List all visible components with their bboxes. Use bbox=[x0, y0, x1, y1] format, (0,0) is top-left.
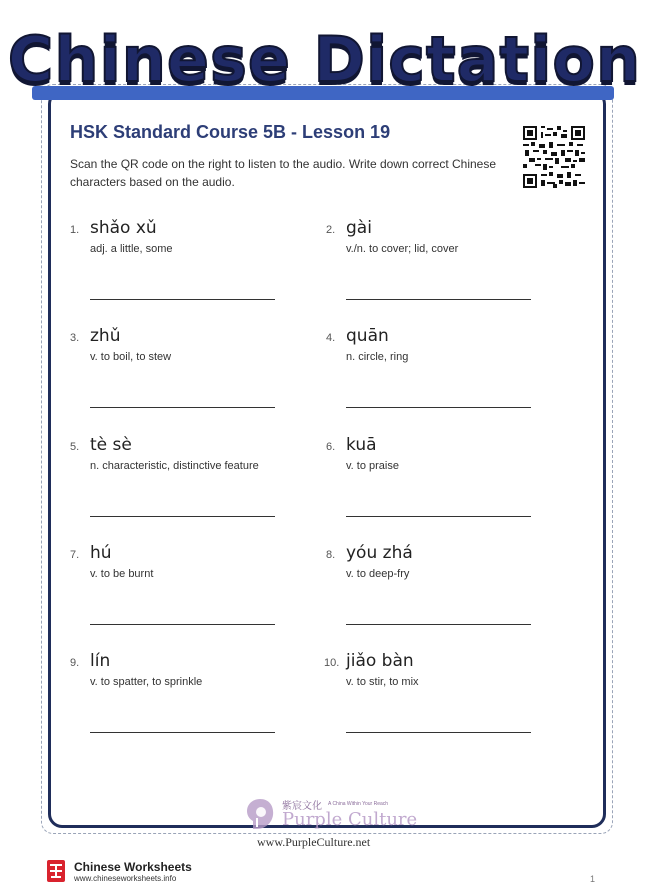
answer-line[interactable] bbox=[90, 732, 275, 733]
lesson-title: HSK Standard Course 5B - Lesson 19 bbox=[70, 122, 391, 142]
answer-line[interactable] bbox=[346, 624, 531, 625]
item-meaning: v. to stir, to mix bbox=[346, 676, 419, 688]
item-pinyin: yóu zhá bbox=[346, 543, 413, 563]
answer-line[interactable] bbox=[346, 516, 531, 517]
item-number: 6. bbox=[326, 441, 336, 453]
item-pinyin: lín bbox=[90, 651, 111, 671]
chinese-worksheets-logo-icon bbox=[47, 860, 65, 882]
dictation-item-7 bbox=[70, 543, 290, 633]
dictation-item-6 bbox=[326, 435, 546, 525]
item-pinyin: zhǔ bbox=[90, 326, 121, 346]
item-number: 3. bbox=[70, 332, 80, 344]
item-meaning: n. characteristic, distinctive feature bbox=[90, 460, 259, 472]
dictation-item-9 bbox=[70, 651, 290, 741]
answer-line[interactable] bbox=[90, 624, 275, 625]
item-meaning: v. to deep-fry bbox=[346, 568, 410, 580]
item-pinyin: gài bbox=[346, 218, 372, 238]
answer-line[interactable] bbox=[90, 407, 275, 408]
answer-line[interactable] bbox=[90, 299, 275, 300]
item-pinyin: hú bbox=[90, 543, 112, 563]
item-pinyin: quān bbox=[346, 326, 389, 346]
item-pinyin: shǎo xǔ bbox=[90, 218, 157, 238]
item-pinyin: jiǎo bàn bbox=[346, 651, 414, 671]
page-number: 1 bbox=[590, 874, 596, 884]
item-number: 7. bbox=[70, 549, 80, 561]
answer-line[interactable] bbox=[90, 516, 275, 517]
item-number: 10. bbox=[324, 657, 340, 669]
dictation-item-10 bbox=[326, 651, 546, 741]
watermark-brand: Purple Culture bbox=[282, 809, 418, 830]
dictation-item-3 bbox=[70, 326, 290, 416]
dictation-item-4 bbox=[326, 326, 546, 416]
footer-brand-name: Chinese Worksheets bbox=[74, 860, 192, 874]
instructions: Scan the QR code on the right to listen to the audio. Write down correct Chinese characters based on the audio. bbox=[70, 157, 497, 189]
item-meaning: n. circle, ring bbox=[346, 351, 409, 363]
item-meaning: adj. a little, some bbox=[90, 243, 173, 255]
item-number: 1. bbox=[70, 224, 80, 236]
answer-line[interactable] bbox=[346, 732, 531, 733]
item-meaning: v./n. to cover; lid, cover bbox=[346, 243, 459, 255]
dictation-item-1 bbox=[70, 218, 290, 308]
page-title: Chinese Dictation bbox=[7, 23, 642, 96]
watermark-chinese: 紫宸文化 bbox=[282, 801, 322, 812]
item-pinyin: kuā bbox=[346, 435, 377, 455]
item-number: 2. bbox=[326, 224, 336, 236]
item-number: 4. bbox=[326, 332, 336, 344]
item-number: 5. bbox=[70, 441, 80, 453]
answer-line[interactable] bbox=[346, 299, 531, 300]
item-number: 9. bbox=[70, 657, 80, 669]
watermark-tagline: A China Within Your Reach bbox=[328, 801, 389, 807]
item-pinyin: tè sè bbox=[90, 435, 132, 455]
item-meaning: v. to boil, to stew bbox=[90, 351, 172, 363]
footer-url[interactable]: www.chineseworksheets.info bbox=[74, 874, 177, 883]
item-number: 8. bbox=[326, 549, 336, 561]
answer-line[interactable] bbox=[346, 407, 531, 408]
purple-culture-watermark bbox=[240, 795, 420, 855]
dictation-item-8 bbox=[326, 543, 546, 633]
purple-culture-logo-icon bbox=[245, 797, 275, 831]
dictation-item-5 bbox=[70, 435, 290, 525]
qr-code-icon[interactable] bbox=[523, 126, 585, 188]
watermark-url[interactable]: www.PurpleCulture.net bbox=[257, 835, 371, 849]
item-meaning: v. to be burnt bbox=[90, 568, 154, 580]
dictation-item-2 bbox=[326, 218, 546, 308]
item-meaning: v. to spatter, to sprinkle bbox=[90, 676, 203, 688]
item-meaning: v. to praise bbox=[346, 460, 399, 472]
